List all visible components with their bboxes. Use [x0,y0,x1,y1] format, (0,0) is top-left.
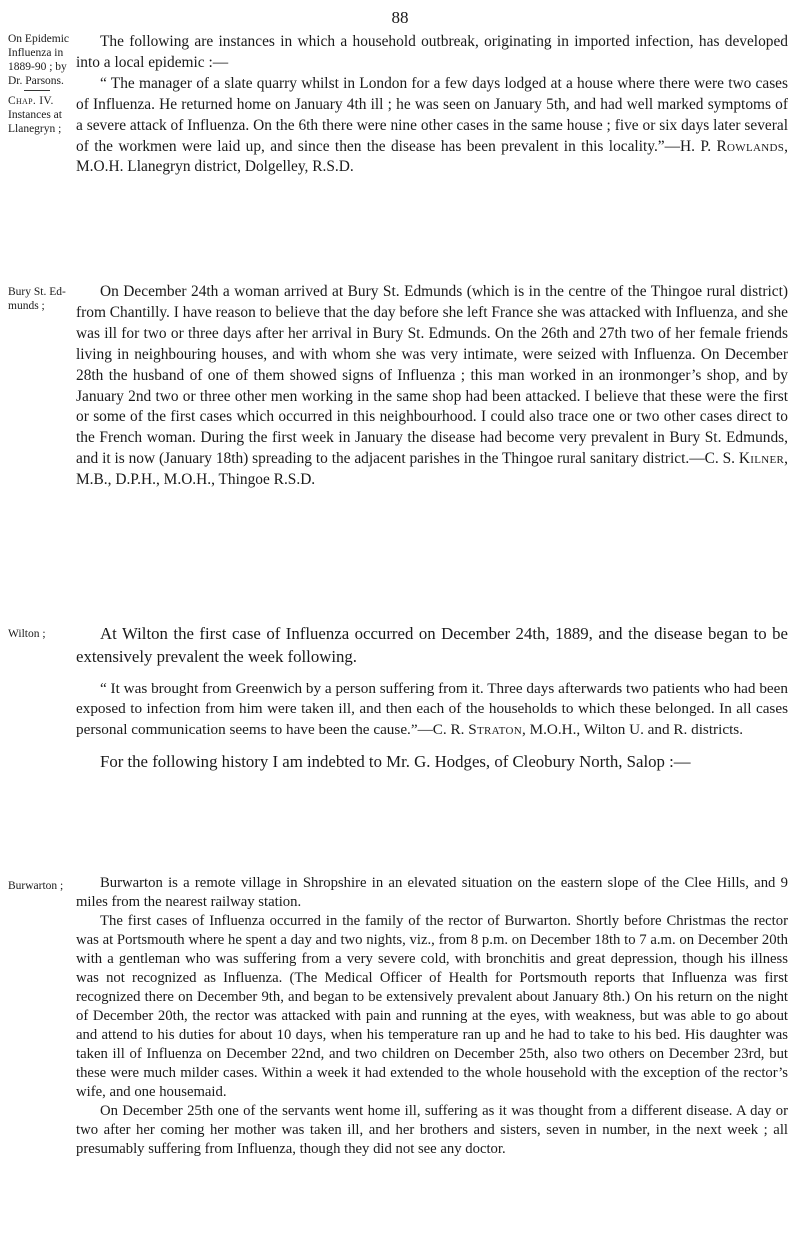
burwarton-block [76,874,788,1159]
hodges-paragraph: For the following history I am indebted to Mr. G. Hodges, of Cleobury North, Salop :— [100,751,691,771]
margin-divider [24,90,50,91]
margin-note-line: Burwarton ; [8,880,64,892]
intro-block [76,32,788,178]
chapter-label: Chap. IV. [8,95,54,107]
wilton-block [76,623,788,774]
margin-note-line: Bury St. Ed- [8,286,66,298]
author-name: Rowlands [716,137,785,155]
burwarton-paragraph: Burwarton is a remote village in Shropshire in an elevated situation on the eastern slope of the Clee Hills, and 9 miles from the nearest railway station. [76,875,788,910]
bury-text: On December 24th a woman arrived at Bury St. Edmunds (which is in the centre of the Thingoe rural district) from Chantilly. I have reason to believe that the day before she left France she was attacked with Influenza, and she was ill for two or three days after her arrival in Bury St. Edmunds. On the 26th and 27th two of her female friends living in neighbouring houses, and with whom she was very intimate, were seized with Influenza. On December 28th the husband of one of them showed signs of Influenza ; this man worked in an ironmonger’s shop, and by January 2nd two or three other men working in the same shop had been attacked. I believe that these were the first or some of the first cases which occurred in this neighbourhood. I could also trace one or two other cases direct to the French woman. During the first week in January the disease had become very prevalent in Bury St. Edmunds, and it is now (January 18th) spreading to the adjacent parishes in the Thingoe rural sanitary district.—C. S. [76,283,788,468]
author-title: , M.O.H., Wilton U. and R. districts. [521,721,743,738]
bury-paragraph [76,282,788,491]
burwarton-paragraph: On December 25th one of the servants went home ill, suffering as it was thought from a different disease. A day or two after her coming her mother was taken ill, and her brothers and sisters, seven in number, in the next week ; all presumably suffering from Influenza, though they did not see any doctor. [76,1103,788,1157]
margin-note-line: 1889-90 ; by [8,61,67,73]
author-name: Straton [468,721,522,738]
intro-paragraph: The following are instances in which a household outbreak, originating in imported infection, has developed into a local epidemic :— [76,33,788,71]
margin-note-line: On Epidemic [8,33,69,45]
bury-block [76,282,788,491]
quote-text: “ It was brought from Greenwich by a person suffering from it. Three days afterwards two patients who had been exposed to infection from him were taken ill, and then each of the households to which these belonged. In all cases personal communication seems to have been the cause.”—C. R. [76,679,788,738]
margin-note-wilton [8,627,70,641]
author-title: , M.O.H. Llanegryn district, Dolgelley, R.S.D. [76,137,788,176]
margin-note-line: Influenza in [8,47,64,59]
llanegryn-quote [76,74,788,179]
margin-note-bury [8,285,70,313]
margin-note-line: Wilton ; [8,628,46,640]
burwarton-paragraph: The first cases of Influenza occurred in the family of the rector of Burwarton. Shortly before Christmas the rector was at Portsmouth where he spent a day and two nights, viz., from 8 p.m. on December 18th to 7 a.m. on December 20th with a gentleman who was suffering from a very severe cold, with bronchitis and great depression, though his illness was not recognized as Influenza. (The Medical Officer of Health for Portsmouth reports that Influenza was first recognized there on December 9th, and began to be extensively prevalent about January 8th.) On his return on the night of December 20th, the rector was attacked with pain and running at the eyes, with weakness, but was able to go about and attend to his duties for about 10 days, when his temperature ran up and he had to take to his bed. His daughter was taken ill of Influenza on December 22nd, and two children on December 25th, also two others on December 23rd, but these were much milder cases. Within a week it had extended to the whole household with the exception of the rector’s wife, and one housemaid. [76,913,788,1100]
wilton-quote [76,679,788,741]
wilton-paragraph: At Wilton the first case of Influenza occurred on December 24th, 1889, and the disease began to be extensively prevalent the week following. [76,624,788,666]
margin-note-line: Llanegryn ; [8,123,62,135]
margin-note-line: munds ; [8,300,45,312]
margin-note-burwarton [8,879,70,893]
author-title: , M.B., D.P.H., M.O.H., Thingoe R.S.D. [76,450,788,489]
quote-text: “ The manager of a slate quarry whilst in London for a few days lodged at a house where there were two cases of Influenza. He returned home on January 4th ill ; he was seen on January 5th, and had well marked symptoms of a severe attack of Influenza. On the 6th there were nine other cases in the same house ; five or six days later several of the workmen were laid up, and since then the disease has been prevalent in this locality.”—H. P. [76,74,788,155]
margin-note-line: Dr. Parsons. [8,75,64,87]
margin-note-line: Instances at [8,109,62,121]
page-number: 88 [391,8,409,27]
author-name: Kilner [738,450,785,468]
margin-note-epidemic [8,32,70,136]
